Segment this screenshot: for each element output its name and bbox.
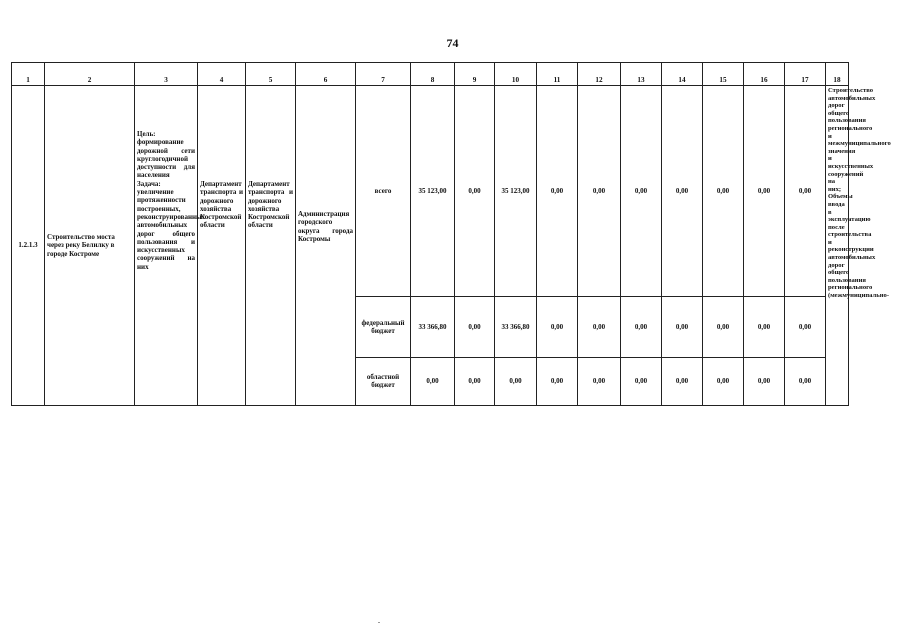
scan-speck <box>378 622 380 623</box>
funding-value: 33 366,80 <box>411 296 455 357</box>
funding-value: 0,00 <box>455 357 495 405</box>
header-cell: 3 <box>135 63 198 86</box>
row-name: Строительство моста через реку Белилку в городе Костроме <box>45 86 135 406</box>
funding-value: 0,00 <box>744 296 785 357</box>
funding-value: 0,00 <box>785 357 826 405</box>
funding-value: 0,00 <box>744 86 785 297</box>
program-table <box>11 62 891 406</box>
header-cell: 14 <box>662 63 703 86</box>
funding-value: 0,00 <box>621 86 662 297</box>
funding-value: 0,00 <box>703 86 744 297</box>
row-code: 1.2.1.3 <box>12 86 45 406</box>
funding-value: 0,00 <box>703 357 744 405</box>
header-cell: 9 <box>455 63 495 86</box>
header-cell: 16 <box>744 63 785 86</box>
header-cell: 13 <box>621 63 662 86</box>
funding-source: областной бюджет <box>356 357 411 405</box>
funding-value: 0,00 <box>578 357 621 405</box>
table-row <box>12 86 849 297</box>
funding-value: 0,00 <box>621 296 662 357</box>
funding-value: 0,00 <box>455 86 495 297</box>
header-cell: 4 <box>198 63 246 86</box>
row-participant: Администрация городского округа города Костромы <box>296 86 356 406</box>
funding-value: 0,00 <box>662 296 703 357</box>
header-cell: 2 <box>45 63 135 86</box>
funding-value: 0,00 <box>455 296 495 357</box>
funding-value: 0,00 <box>495 357 537 405</box>
funding-value: 33 366,80 <box>495 296 537 357</box>
header-cell: 11 <box>537 63 578 86</box>
funding-value: 0,00 <box>744 357 785 405</box>
funding-source: федеральный бюджет <box>356 296 411 357</box>
row-executor-1: Департамент транспорта и дорожного хозяйства Костромской области <box>198 86 246 406</box>
funding-value: 0,00 <box>662 357 703 405</box>
funding-value: 0,00 <box>785 296 826 357</box>
funding-value: 0,00 <box>578 296 621 357</box>
header-cell: 5 <box>246 63 296 86</box>
funding-value: 0,00 <box>578 86 621 297</box>
header-row <box>12 63 849 86</box>
row-executor-2: Департамент транспорта и дорожного хозяйства Костромской области <box>246 86 296 406</box>
funding-value: 0,00 <box>411 357 455 405</box>
funding-value: 0,00 <box>662 86 703 297</box>
header-cell: 1 <box>12 63 45 86</box>
funding-value: 0,00 <box>703 296 744 357</box>
header-cell: 17 <box>785 63 826 86</box>
header-cell: 10 <box>495 63 537 86</box>
funding-value: 0,00 <box>537 357 578 405</box>
header-cell: 7 <box>356 63 411 86</box>
funding-value: 0,00 <box>785 86 826 297</box>
header-cell: 18 <box>826 63 849 86</box>
funding-value: 0,00 <box>537 296 578 357</box>
funding-value: 35 123,00 <box>411 86 455 297</box>
funding-value: 0,00 <box>537 86 578 297</box>
funding-value: 35 123,00 <box>495 86 537 297</box>
row-goal: Цель: формирование дорожной сети круглогодичной доступности для населения Задача: увеличение протяженности построенных, реконструированных автомобильных дорог общего пользования и искусственных сооружений на них <box>135 86 198 406</box>
header-cell: 6 <box>296 63 356 86</box>
header-cell: 8 <box>411 63 455 86</box>
header-cell: 12 <box>578 63 621 86</box>
header-cell: 15 <box>703 63 744 86</box>
funding-value: 0,00 <box>621 357 662 405</box>
funding-source: всего <box>356 86 411 297</box>
page-number: 74 <box>446 36 459 50</box>
row-result: Строительство автомобильных дорог общего пользования регионального и межмуниципального значения и искусственных сооружений на них; Объемы ввода в эксплуатацию после строительства и реконструкции автомобильных дорог общего пользования регионального (межмуниципально- <box>826 86 849 406</box>
